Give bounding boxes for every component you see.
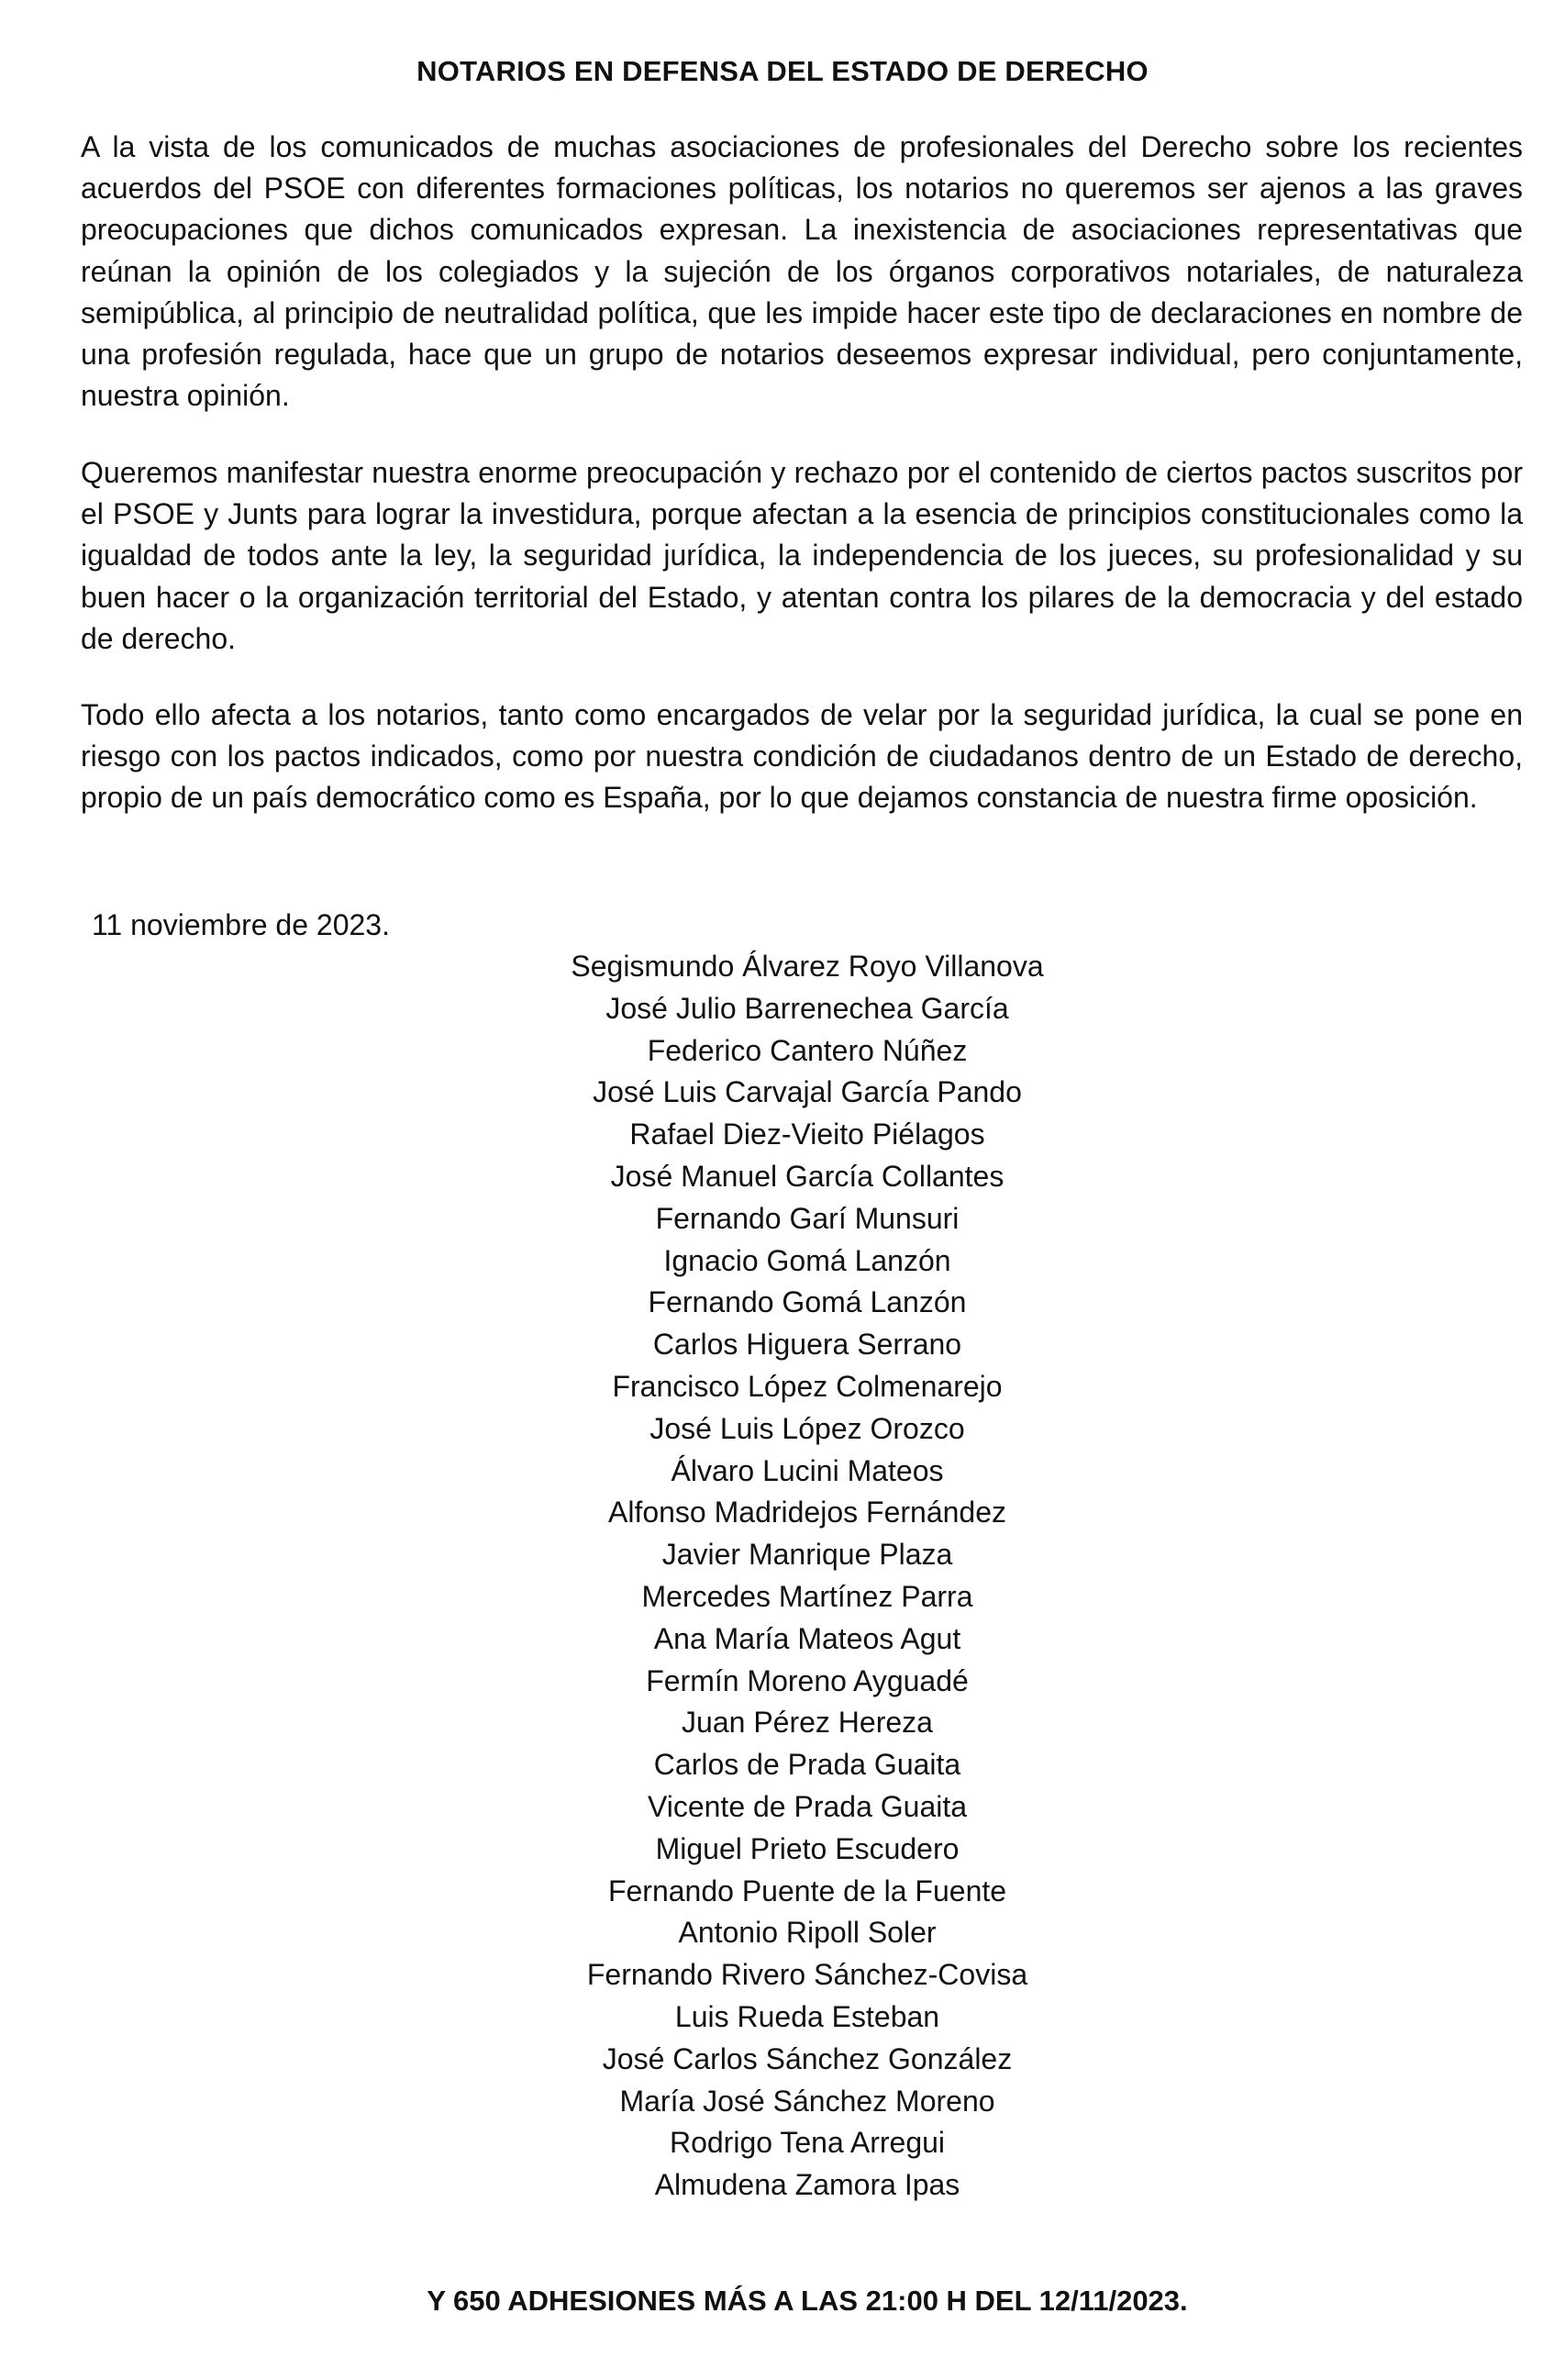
- signatory-name: Alfonso Madridejos Fernández: [607, 1496, 1006, 1529]
- document-title: NOTARIOS EN DEFENSA DEL ESTADO DE DERECHO: [416, 55, 1149, 87]
- signatory-name: Federico Cantero Núñez: [647, 1033, 968, 1067]
- signatory-name: Carlos de Prada Guaita: [653, 1748, 961, 1782]
- paragraph-1: A la vista de los comunicados de muchas asociaciones de profesionales del Derecho sobre los recientes acuerdos del PSOE con diferentes formaciones políticas, los notarios no queremos ser ajenos a las graves preocupaciones que dichos comunicados expresan. La inexistencia de asociaciones representativas que reúnan la opinión de los colegiados y la sujeción de los órganos corporativos notariales, de naturaleza semipública, al principio de neutralidad política, que les impide hacer este tipo de declaraciones en nombre de una profesión regulada, hace que un grupo de notarios deseemos expresar individual, pero conjuntamente, nuestra opinión.: [81, 130, 1523, 413]
- paragraph-2: Queremos manifestar nuestra enorme preocupación y rechazo por el contenido de ciertos pactos suscritos por el PSOE y Junts para lograr la investidura, porque afectan a la esencia de principios constitucionales como la igualdad de todos ante la ley, la seguridad jurídica, la independencia de los jueces, su profesionalidad y su buen hacer o la organización territorial del Estado, y atentan contra los pilares de la democracia y del estado de derecho.: [81, 456, 1523, 655]
- signatory-name: Ignacio Gomá Lanzón: [663, 1243, 951, 1277]
- signatory-name: Rodrigo Tena Arregui: [669, 2126, 946, 2160]
- signatory-name: Luis Rueda Esteban: [674, 1999, 940, 2033]
- document-date: 11 noviembre de 2023.: [92, 908, 390, 941]
- signatory-name: Antonio Ripoll Soler: [678, 1916, 937, 1950]
- signatory-name: José Manuel García Collantes: [610, 1159, 1004, 1193]
- signatory-name: Francisco López Colmenarejo: [612, 1369, 1003, 1403]
- signatory-name: Carlos Higuera Serrano: [652, 1328, 962, 1362]
- signatory-name: Fernando Rivero Sánchez-Covisa: [586, 1958, 1028, 1992]
- signatory-name: José Luis Carvajal García Pando: [593, 1075, 1022, 1109]
- signatory-list: [0, 946, 1565, 2207]
- signatory-name: Rafael Diez-Vieito Piélagos: [629, 1118, 985, 1151]
- signatory-name: Vicente de Prada Guaita: [647, 1789, 968, 1823]
- signatory-name: Fernando Puente de la Fuente: [607, 1874, 1007, 1907]
- signatory-name: Almudena Zamora Ipas: [654, 2168, 960, 2202]
- signatory-name: Miguel Prieto Escudero: [655, 1831, 960, 1865]
- signatory-name: María José Sánchez Moreno: [619, 2084, 995, 2118]
- paragraph-3: Todo ello afecta a los notarios, tanto como encargados de velar por la seguridad jurídica, la cual se pone en riesgo con los pactos indicados, como por nuestra condición de ciudadanos dentro de un Estado de derecho, propio de un país democrático como es España, por lo que dejamos constancia de nuestra firme oposición.: [81, 698, 1523, 815]
- signatory-name: José Luis López Orozco: [649, 1411, 965, 1445]
- signatory-name: Álvaro Lucini Mateos: [671, 1453, 944, 1487]
- signatory-name: José Julio Barrenechea García: [605, 991, 1009, 1025]
- signatory-name: Mercedes Martínez Parra: [641, 1579, 973, 1613]
- signatory-name: Javier Manrique Plaza: [661, 1538, 953, 1572]
- signatory-name: Fermín Moreno Ayguadé: [646, 1663, 969, 1697]
- signatory-name: Juan Pérez Hereza: [682, 1706, 933, 1740]
- signatory-name: Segismundo Álvarez Royo Villanova: [571, 950, 1044, 983]
- signatory-name: Fernando Garí Munsuri: [655, 1201, 960, 1235]
- adhesions-footer: Y 650 ADHESIONES MÁS A LAS 21:00 H DEL 12/11/2023.: [427, 2285, 1188, 2317]
- signatory-name: Ana María Mateos Agut: [653, 1621, 961, 1655]
- signatory-name: Fernando Gomá Lanzón: [648, 1285, 967, 1319]
- signatory-name: José Carlos Sánchez González: [602, 2041, 1013, 2075]
